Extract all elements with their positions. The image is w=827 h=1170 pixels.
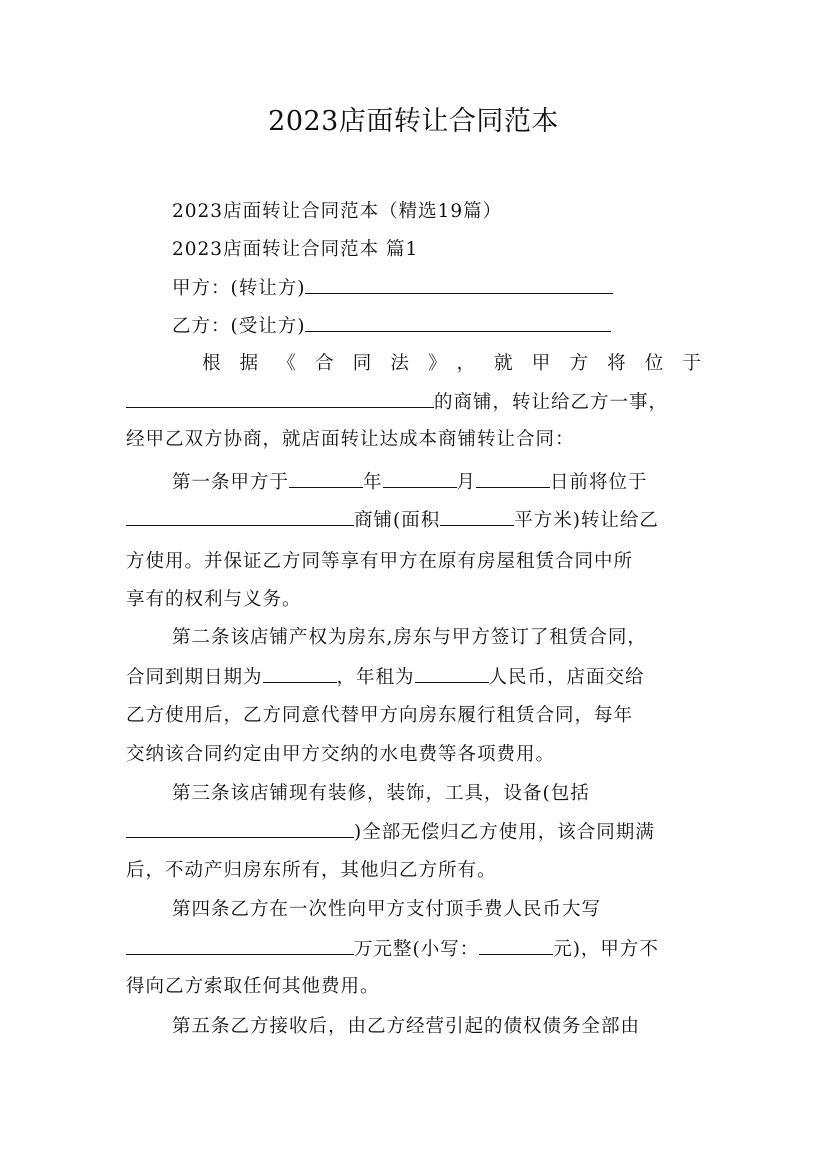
amount-uppercase-blank: [126, 930, 354, 955]
equipment-blank: [126, 813, 354, 838]
paragraph-text: 的商铺，转让给乙方一事，: [434, 392, 669, 413]
paragraph-line: [126, 658, 701, 696]
paragraph-line: 后，不动产归房东所有，其他归乙方所有。: [126, 860, 497, 881]
party-a-blank: [305, 269, 613, 294]
annual-rent-blank: [415, 658, 489, 683]
article-3-line: 第三条该店铺现有装修，装饰，工具，设备(包括: [172, 783, 590, 804]
shop-location-blank: [126, 501, 354, 526]
paragraph-text: 第一条甲方于: [172, 472, 290, 493]
paragraph-line: 得向乙方索取任何其他费用。: [126, 976, 380, 997]
article-5-line: 第五条乙方接收后，由乙方经营引起的债权债务全部由: [172, 1016, 641, 1037]
paragraph-line: 乙方使用后，乙方同意代替甲方向房东履行租赁合同，每年: [126, 705, 634, 726]
article-2-line: 第二条该店铺产权为房东,房东与甲方签订了租赁合同，: [172, 627, 647, 648]
party-b-line: [172, 307, 701, 345]
paragraph-text: 月: [456, 472, 477, 493]
party-b-blank: [305, 307, 611, 332]
party-b-label: 乙方：(受让方): [172, 316, 306, 337]
month-blank: [383, 463, 457, 488]
document-title: 2023店面转让合同范本: [268, 106, 559, 137]
paragraph-line: 享有的权利与义务。: [126, 589, 302, 610]
paragraph-line: [126, 930, 701, 968]
expiry-date-blank: [263, 658, 337, 683]
paragraph-text: 商铺(面积: [354, 510, 441, 531]
section-heading: 2023店面转让合同范本 篇1: [172, 239, 419, 260]
paragraph-text: ，年租为: [336, 667, 415, 688]
location-blank: [126, 383, 434, 408]
paragraph-line: 经甲乙双方协商，就店面转让达成本商铺转让合同：: [126, 429, 575, 450]
paragraph-text: 人民币，店面交给: [488, 667, 645, 688]
paragraph-line: [126, 813, 701, 851]
article-1-line: [172, 463, 701, 501]
subtitle-line: 2023店面转让合同范本（精选19篇）: [172, 201, 503, 222]
paragraph-line: [126, 383, 701, 421]
paragraph-line: 方使用。并保证乙方同等享有甲方在原有房屋租赁合同中所: [126, 551, 634, 572]
paragraph-text: 元)，甲方不: [553, 939, 659, 960]
paragraph-text: 日前将位于: [550, 472, 648, 493]
paragraph-text: )全部无偿归乙方使用，该合同期满: [354, 822, 655, 843]
party-a-label: 甲方：(转让方): [172, 278, 306, 299]
paragraph-text: 平方米)转让给乙: [514, 510, 659, 531]
area-blank: [440, 501, 514, 526]
paragraph-line: 根据《合同法》，就甲方将位于: [202, 353, 701, 374]
paragraph-line: 交纳该合同约定由甲方交纳的水电费等各项费用。: [126, 744, 556, 765]
article-4-line: 第四条乙方在一次性向甲方支付顶手费人民币大写: [172, 899, 602, 920]
party-a-line: [172, 269, 701, 307]
paragraph-text: 合同到期日期为: [126, 667, 263, 688]
year-blank: [289, 463, 363, 488]
amount-lowercase-blank: [479, 930, 553, 955]
paragraph-text: 万元整(小写：: [354, 939, 480, 960]
paragraph-text: 年: [363, 472, 383, 493]
day-blank: [476, 463, 550, 488]
paragraph-line: [126, 501, 701, 539]
